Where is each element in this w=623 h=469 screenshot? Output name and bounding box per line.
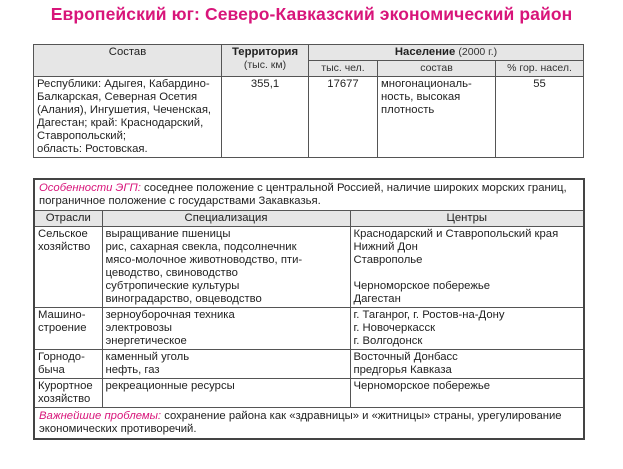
territory-header <box>222 45 309 77</box>
problems-cell <box>34 408 584 440</box>
center-line: Восточный Донбасс <box>353 351 458 363</box>
page-title: Европейский юг: Северо-Кавказский экономический район <box>50 4 573 24</box>
problems-label: Важнейшие проблемы: <box>39 410 162 422</box>
center-line: Нижний Дон <box>353 241 418 253</box>
population-header-label: Население <box>394 46 456 58</box>
spec-line: мясо-молочное животноводство, пти- <box>105 254 303 266</box>
egp-features-cell <box>34 179 584 211</box>
specialization-cell <box>102 350 350 379</box>
composition-line: Дагестан; край: Краснодарский, <box>37 117 204 129</box>
territory-value: 355,1 <box>222 77 309 158</box>
branch-cell <box>34 379 102 408</box>
center-gap <box>354 267 581 280</box>
pop-composition-line: многонациональ- <box>381 78 472 90</box>
composition-line: Балкарская, Северная Осетия <box>37 91 198 103</box>
egp-label: Особенности ЭГП: <box>39 182 141 194</box>
spec-line: зерноуборочная техника <box>105 309 235 321</box>
branch-line: Машино- <box>38 309 86 321</box>
centers-cell <box>350 350 584 379</box>
branch-cell <box>34 308 102 350</box>
composition-line: Республики: Адыгея, Кабардино- <box>37 78 210 90</box>
thousand-people-header: тыс. чел. <box>309 61 378 77</box>
table-row <box>34 308 584 350</box>
economy-table <box>33 178 585 440</box>
spec-line: выращивание пшеницы <box>105 228 231 240</box>
centers-cell <box>350 227 584 308</box>
spec-line: субтропические культуры <box>105 280 240 292</box>
centers-cell <box>350 379 584 408</box>
specialization-cell <box>102 227 350 308</box>
center-line: предгорья Кавказа <box>353 364 452 376</box>
composition-line: Ставропольский; <box>37 130 127 142</box>
pop-composition-line: плотность <box>381 104 435 116</box>
branches-header: Отрасли <box>34 211 102 227</box>
branch-cell <box>34 350 102 379</box>
specialization-cell <box>102 379 350 408</box>
composition-header: Состав <box>34 45 222 77</box>
population-year: (2000 г.) <box>458 46 498 58</box>
spec-line: цеводство, свиноводство <box>105 267 238 279</box>
branch-line: хозяйство <box>38 241 91 253</box>
table-row <box>34 350 584 379</box>
branch-line: хозяйство <box>38 393 91 405</box>
population-header <box>309 45 584 61</box>
spec-line: электровозы <box>105 322 173 334</box>
region-summary-table <box>33 44 584 158</box>
branch-cell <box>34 227 102 308</box>
population-value: 17677 <box>309 77 378 158</box>
center-line: г. Новочеркасск <box>353 322 436 334</box>
center-line: г. Таганрог, г. Ростов-на-Дону <box>353 309 505 321</box>
composition-line: область: Ростовская. <box>37 143 148 155</box>
spec-line: рекреационные ресурсы <box>105 380 235 392</box>
center-line: Ставрополье <box>353 254 423 266</box>
branch-line: Горнодо- <box>38 351 85 363</box>
specialization-header: Специализация <box>102 211 350 227</box>
center-line: г. Волгодонск <box>353 335 423 347</box>
center-line: Черноморское побережье <box>353 380 491 392</box>
pop-composition-cell <box>378 77 496 158</box>
urban-pct-header: % гор. насел. <box>496 61 584 77</box>
territory-unit: (тыс. км) <box>243 59 287 71</box>
centers-header: Центры <box>350 211 584 227</box>
center-line: Краснодарский и Ставропольский края <box>353 228 559 240</box>
spec-line: рис, сахарная свекла, подсолнечник <box>105 241 297 253</box>
pop-composition-header: состав <box>378 61 496 77</box>
center-line: Черноморское побережье <box>353 280 491 292</box>
urban-pct-value: 55 <box>496 77 584 158</box>
spec-line: энергетическое <box>105 335 187 347</box>
territory-header-label: Территория <box>231 46 299 58</box>
specialization-cell <box>102 308 350 350</box>
egp-text: соседнее положение с центральной Россией, наличие широких морских границ, пограничное положение с государствами Закавказья. <box>39 182 567 207</box>
pop-composition-line: ность, высокая <box>381 91 461 103</box>
centers-cell <box>350 308 584 350</box>
branch-line: Сельское <box>38 228 88 240</box>
composition-cell <box>34 77 222 158</box>
spec-line: каменный уголь <box>105 351 190 363</box>
center-line: Дагестан <box>353 293 401 305</box>
branch-line: строение <box>38 322 87 334</box>
branch-line: быча <box>38 364 65 376</box>
spec-line: нефть, газ <box>105 364 160 376</box>
spec-line: виноградарство, овцеводство <box>105 293 262 305</box>
table-row <box>34 379 584 408</box>
branch-line: Курортное <box>38 380 93 392</box>
composition-line: (Алания), Ингушетия, Чеченская, <box>37 104 212 116</box>
problems-text: сохранение района как «здравницы» и «житницы» страны, урегулирование экономических противоречий. <box>39 410 562 435</box>
table-row <box>34 227 584 308</box>
